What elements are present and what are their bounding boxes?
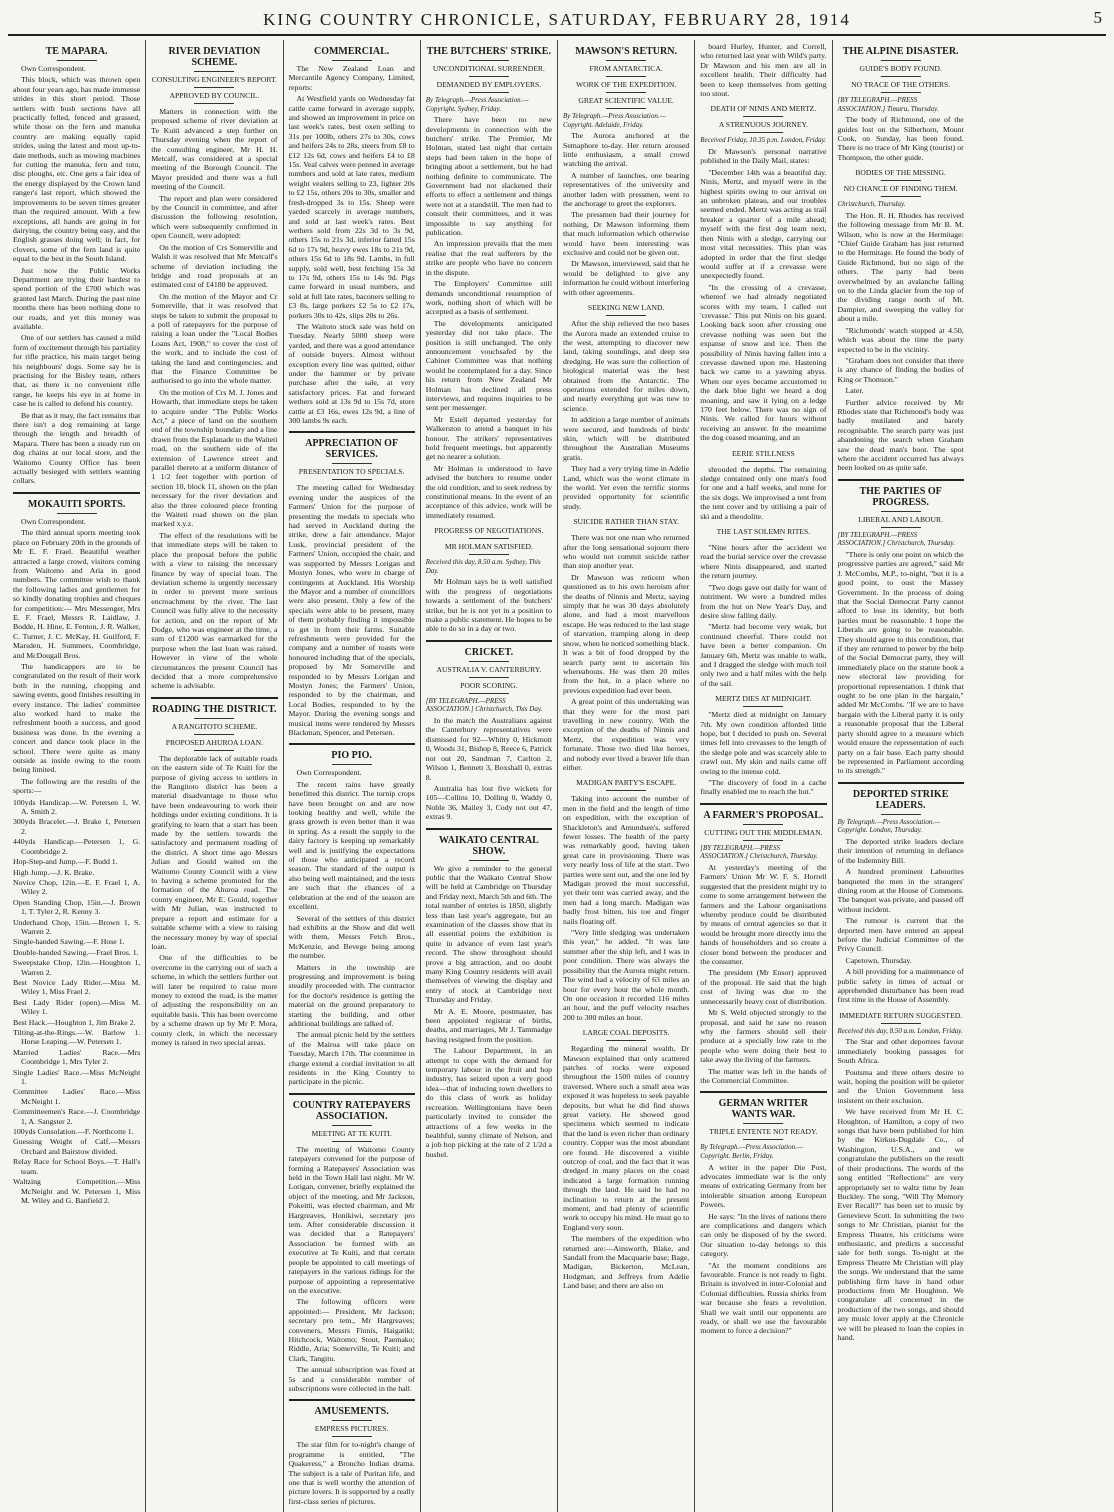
article-headline: THE BUTCHERS' STRIKE. [426,46,551,57]
article-paragraph: We have received from Mr H. C. Houghton, of Hamilton, a copy of two songs that have been published for him by the Kirkus-Dugdale Co., of Washington, U.S.A., and we congratulate the publishers on the result of their productions. The words of the song entitled "Reflections" are very appropriately set to waltz time by Jean Buckley. The song, "Will Thy Memory Ever Recall?" has been set to music by Genevieve Scott. In submitting the two songs to Mr Christian, pianist for the Empress Theatre, his criticisms were enthusiastic, and predicts a successful sale for both songs. To-night at the Empress Theatre Mr Christian will play the songs. We understand that the same publishing firm have in hand other productions from Mr Houghton. We congratulate all concerned in the production of the two songs, and should any music lover apply at the Chronicle we will be pleased to loan the copies in hand. [837,1107,964,1342]
article-subhead: GUIDE'S BODY FOUND. [859,64,942,73]
article-paragraph: Mr Holman is understood to have advised the butchers to resume under the old condition, and to seek redress by constitutional means. In the event of an acceptance of this advice, work will be immediately resumed. [425,463,552,520]
article [289,1100,415,1394]
article-paragraph: The star film for to-night's change of programme is entitled, "The Quakeress," a Broncho Indian drama. The subject is a tale of Puritan life, and one that is well worthy the attention of picture lovers. It is supported by a really first-class series of pictures. [288,1440,415,1506]
article [563,303,689,511]
article-dateline: By Telegraph.—Press Association.—Copyright. Adelaide, Friday. [563,112,666,129]
article-headline: CRICKET. [464,646,514,658]
subhead-rule [881,92,921,93]
article [289,1406,415,1506]
article-headline: THE ALPINE DISASTER. [842,46,959,57]
article-paragraph: One of the difficulties to be overcome in the carrying out of such a scheme, in which the settlers further out will later be required to raise more money to extend the road, is the matter of adjusting the responsibility on an equitable basis. This has been overcome by a scheme drawn up by Mr P. Mora, county clerk, in which the necessary money is raised in two special areas. [151,953,278,1047]
column-6 [694,40,831,1512]
article-paragraph: Taking into account the number of men in the field and the length of time on expedition, with the exception of Shackleton's and Amundsen's, suffered fewer losses. The health of the party was remarkably good, having taken great care in provisioning. There was very nearly loss of life at the start. Two parties were sent out, and the one led by Madigan proved the most successful, yet their tent was carried away, and the men had a long march. Madigan was badly frost bitten, his toe and finger nails floating off. [563,794,690,926]
results-list [13,798,140,1206]
article-paragraph: A great point of this undertaking was that they were for the most part travelling in new country. With the exception of the deaths of Ninnis and Mertz, the expedition was very fortunate. Those two died like heroes, and nobody ever lived a braver life than either. [563,697,690,772]
article-headline: WAIKATO CENTRAL SHOW. [438,834,539,857]
column-4 [420,40,557,1512]
headline-rule [57,513,97,514]
article-paragraph: "Nine hours after the accident we read the burial service over the crevasse where Ninis disappeared, and started the return journey. [700,543,827,581]
result-line: Best Novice Lady Rider.—Miss M. Wiley 1, Miss Frael 2. [13,977,141,997]
article-separator [426,828,552,830]
article [289,438,415,737]
article-separator [700,1091,826,1093]
article-paragraph: Mr A. E. Moore, postmaster, has been appointed registrar of births, deaths, and marriages, Mr J. Tammadge having resigned from the position. [425,1006,552,1044]
article-subhead: FROM ANTARCTICA. [589,64,663,73]
article [838,486,964,776]
subhead-rule [743,840,783,841]
article [838,46,964,162]
article-paragraph: Further advice received by Mr Rhodes state that Richmond's body was badly mutilated and barely recognisable. The search party was just abandoning the search when Graham saw the dead man's boot. The spot where the accident occurred has always been looked on as quite safe. [837,397,964,473]
article-paragraph: Matters in the township are progressing and improvement is being steadily proceeded with. The contractor for the doctor's residence is getting the material on the ground preparatory to starting the building, and other additional buildings are talked of. [288,962,415,1028]
article-headline: AMUSEMENTS. [314,1406,389,1418]
article-headline: COMMERCIAL. [313,46,390,57]
article-dateline: Christchurch, Thursday. [837,200,906,209]
article-paragraph: "Mertz died at midnight on January 7th. My own condition afforded little hope, but I decided to push on. Several times fell into crevasses to the length of the sledge pole and was scarcely able to crawl out. My skin and nails came off owing to the intense cold. [700,710,827,776]
article-subhead: GREAT SCIENTIFIC VALUE. [578,96,674,105]
article-subhead: EERIE STILLNESS [732,448,795,458]
subhead-rule [743,706,783,707]
article-separator [700,803,826,805]
article [838,1011,964,1343]
article-headline: PIO PIO. [331,750,372,762]
article-paragraph: The recent rains have greatly benefitted this district. The turnip crops have been brought on and are now looking healthy and well, while the grass growth is even better than it was in spring. As a result the supply to the dairy factory is keeping up remarkably well and is justifying the expectations of those who anticipated a record season. The standard of the output is also being well maintained, and the tests are such that the chances of a celebration at the end of the season are excellent. [288,779,415,912]
article-subhead: PROPOSED AHUROA LOAN. [165,737,263,747]
result-line: Double-handed Sawing.—Frael Bros. 1. [13,947,139,957]
subhead-rule [743,461,783,462]
subhead-rule [194,103,234,104]
article-paragraph: A bill providing for a maintenance of public safety in times of actual or apprehended disturbance has been read first time in the House of Assembly. [837,967,964,1005]
article-paragraph: He says: "In the lives of nations there are complications and dangers which can only be disposed of by the sword. Our situation to-day belongs to this category. [700,1211,827,1259]
article-headline: GERMAN WRITER WANTS WAR. [718,1098,809,1121]
article-subhead: A STRENUOUS JOURNEY. [718,120,808,130]
article-headline: MOKAUITI SPORTS. [27,498,126,510]
article-separator [838,479,964,481]
article-paragraph: The annual subscription was fixed at 5s and a considerable number of subscriptions were collected in the hall. [288,1365,415,1393]
result-line: Best Hack.—Houghton 1, Jim Brake 2. [13,1017,136,1027]
headline-rule [332,1420,372,1421]
subhead-rule [881,180,921,181]
article-separator [151,697,277,699]
article-dateline: By Telegraph.—Press Association.—Copyright. Berlin, Friday. [700,1143,804,1160]
headline-rule [332,764,372,765]
article-subhead: WORK OF THE EXPEDITION. [575,80,677,89]
article-paragraph: The meeting of Waitomo County ratepayers convened for the purpose of forming a Ratepayers' Association was held in the Town Hall last night. Mr W. Lorigan, convener, briefly explained the object of the meeting, and Mr Jackson, Pokeitti, was elected chairman, and Mr Hargreaves, Honikiwi, secretary pro tem. After considerable discussion it was decided that a Ratepayers' Association be formed with an executive at Te Kuiti, and that certain people be appointed to call meetings of ratepayers in the various ridings for the purpose of appointing a representative on the executive. [288,1144,415,1295]
article-paragraph: The Hon. R. H. Rhodes has received the following message from Mr B. M. Wilson, who is now at the Hermitage: "Chief Guide Graham has just returned to the Hermitage. He found the body of Guide Richmond, but no sign of the others. The party had been overwhelmed by an avalanche falling on to the Linda glacier from the top of the dividing range north of Mt. Dampier, and sweeping the valley for about a mile. [837,210,964,324]
article-paragraph: Australia has lost five wickets for 105—Collins 10, Dolling 0, Waddy 0, Noble 36, Mailey 3, Cody not out 47, extras 9. [425,783,552,822]
article-paragraph: board Hurley, Hunter, and Correll, who returned last year with Wild's party. Dr Mawson and his men are all in excellent health. Their difficulty had been to keep themselves from getting too stout. [700,42,827,99]
article-subhead: LARGE COAL DEPOSITS. [582,1028,670,1038]
subhead-rule [743,116,783,117]
article-paragraph: "December 14th was a beautiful day. Ninis, Mertz, and myself were in the highest spirits owing to our arrival on an unbroken plateau, and our troubles seemed ended. Mertz was acting as trail breaker a quarter of a mile ahead; myself with the first dog team next, then Ninis with a sledge, carrying our most vital necessities. This plan was adopted in order that the first sledge would suffer at if a crevasse were unexpectedly found. [700,167,827,281]
article-paragraph: The third annual sports meeting took place on February 20th in the grounds of Mr E. F. Frael. Beautiful weather attracted a large crowd, visitors coming from Waitomo and Aria in good numbers. The committee wish to thank the following ladies and gentlemen for so kindly donating trophies and cheques for competition:— Mrs Messenger, Mrs E. F. Frael, Messrs R. Laidlaw, J. Bodde, H. Hine, E. Fenton, J. R. Walker, C. Turner, J. C. McKay, H. Guilford, F. Marsden, H. Summers, Coombridge, and McDougall Bros. [13,528,141,660]
article-paragraph: At yesterday's meeting of the Farmers' Union Mr W. F. S. Horrell suggested that the president might try to come to some arrangement between the farmers and the Labour organisations whereby produce could be distributed by means of central agencies so that it would be brought more directly into the hands of householders and so create a closer bond between the producer and the consumer. [700,863,827,967]
subhead-rule [194,750,234,751]
article-paragraph: "Two dogs gave out daily for want of nutriment. We were a hundred miles from the hut on New Year's Day, and desire slow falling daily. [700,582,827,620]
article-subhead: NO TRACE OF THE OTHERS. [851,80,951,89]
article [700,810,826,1086]
article-paragraph: There was not one man who returned after the long sensational sojourn there who would not commit suicide rather than stop another year. [563,533,690,571]
headline-rule [57,60,97,61]
article-paragraph: The handicappers are to be congratulated on the result of their work both in the running, chopping and sawing events, good finishes resulting in every instance. The ladies' committee also worked hard to make the refreshment booth a success, and good business was done. In the evening a concert and dance took place in the school. There were quite as many outside as inside owing to the room being limited. [13,661,141,775]
column-2 [145,40,282,1512]
article-paragraph: This block, which was thrown open about four years ago, has made immense strides in this short period. Those settlers with bush sections have all practically felled, fenced and grassed, while those on the fern and manuka country are making equally rapid strides, using the latest and most up-to-date methods, such as mowing machines for cutting the manuka, fern and tutu, disc ploughs, etc. One gets a fair idea of the energy displayed by the Crown land ranger's last report, which showed the improvements to be seven times greater than the required amount. With a few exceptions, all hands are going in for dairying, the country being easy, and the English grasses doing well; in fact, for clovers, some of the fern land is quite equal to the best in the South Island. [13,75,141,264]
result-line: Open Standing Chop, 15in.—J. Brown 1, T. Tyler 2, R. Kenny 3. [13,897,141,917]
article-paragraph: A hundred prominent Labourites banqueted the men in the strangers' dining room at the House of Commons. The banquet was private, and passed off without incident. [837,867,964,914]
masthead [8,6,1106,36]
article-paragraph: There have been no new developments in connection with the butchers' strike. The Premier, Mr Holman, stated last night that certain steps had been taken in the hope of bringing about a settlement, but he had nothing definite to communicate. The Government had not slackened their efforts to effect a settlement and things were not at a standstill. The men had to consult their committees, and it was impossible to say anything for publication. [425,115,552,238]
article-dateline: [BY TELEGRAPH.—PRESS ASSOCIATION.] Christchurch, Thursday. [837,530,956,548]
article-paragraph: A writer in the paper Die Post, advocates immediate war is the only means of extricating Germany from her intolerable situation among European Powers. [700,1162,827,1210]
results-title: The following are the results of the sports:— [13,776,141,796]
article-headline: COUNTRY RATEPAYERS ASSOCIATION. [292,1099,411,1122]
article-headline: RIVER DEVIATION SCHEME. [168,46,261,68]
article [426,46,552,520]
subhead-rule [881,196,921,197]
article-subhead: UNCONDITIONAL SURRENDER. [432,64,545,73]
article-paragraph: We give a reminder to the general public that the Waikato Central Show will be held at Cambridge on Thursday and Friday next, March 5th and 6th. The total number of entries is 1850, slightly less than last year's aggregate, but an examination of the classes show that in all essential points the exhibition is quite in advance of even last year's record. The show throughout should prove a big attraction, and no doubt many King Country residents will avail themselves of viewing the display and entry of stock at Cambridge next Thursday and Friday. [425,863,552,1005]
article-paragraph: On the motion of the Mayor and Cr Somerville, that it was resolved that steps be taken to submit the proposal to a poll of ratepayers for the purpose of raising a loan under the "Local Bodies Loans Act, 1908," to cover the cost of the work, and to include the cost of taking the land and contingencies, and that the Finance Committee be authorised to go into the whole matter. [151,291,278,386]
article [700,694,826,797]
article [700,449,826,521]
result-line: Guessing Weight of Calf.—Messrs Orchard and Bairstow divided. [13,1137,141,1156]
article-paragraph: The developments anticipated yesterday did not take place. The position is still unchanged. The only announcement vouchsafed by the Cabinet Committee was that nothing would be contemplated for a day. Since his return from New Zealand Mr Holman has declined all press interviews, and requires inquiries to be sent per messenger. [425,318,552,413]
masthead-title: KING COUNTRY CHRONICLE, SATURDAY, FEBRUARY 28, 1914 [263,10,851,29]
article-paragraph: The meeting called for Wednesday evening under the auspices of the Farmers' Union for the purpose of presenting the medals to specials who had served in Auckland during the strike, drew a fair attendance. Major Lusk, provincial president of the Farmers' Union, occupied the chair, and was supported by Messrs Lorigan and Mostyn Jones, who were in charge of contingents at Auckland. His Worship the Mayor and a number of councillors were also present. Only a few of the specials were able to be present, many of them probably finding it impossible to get in from their farms. Suitable refreshments were provided for the company and a number of toasts were honoured including that of the specials, proposed by Mr Somerville and responded to by Messrs Lorigan and Mostyn Jones; the Farmers' Union, responded to by the chairman, and Local Bodies, responded to by the Mayor. During the evening songs and musical items were rendered by Messrs Blackman, Spencer, and Petersen. [288,483,415,737]
article-separator [289,743,415,745]
article-subhead: AUSTRALIA V. CANTERBURY. [436,664,542,674]
article-paragraph: "There is only one point on which the progressive parties are agreed," said Mr J. McCombs, M.P., to-night, "but it is a good point, to oust the Massey Government. In the process of doing that the Social Democrat Party cannot afford to lose its identity, but both parties must be reasonable. I hope the Liberals are going to be reasonable. They should agree to this condition, that if they are returned to power by the help of the Social Democrat party, they will immediately place on the statute book a new electoral law providing for proportional representation. I think that ought to be one plan in the bargain," added Mr McCombs. "If we are to have bargain with the Liberal party it is only a reasonable proposal that the Liberal party should agree to a measure which would ensure the representation of each party on a fair base. Each party should be represented in Parliament according to its strength." [837,549,964,776]
article-subhead: SEEKING NEW LAND. [587,303,665,313]
article-paragraph: In the match the Australians against the Canterbury representatives were dismissed for 92—Whitty 0, Hickmott 0, Woods 31, Bishop 8, Reece 6, Patrick not out 20, Sandman 7, Carlton 2, Wilson 1, Bennett 3, Boxshall 0, extras 8. [425,716,552,782]
subhead-rule [469,538,509,539]
article-paragraph: The annual picnic held by the settlers of the Mairoa will take place on Tuesday, March 17th. The committee in charge extend a cordial invitation to all residents in the King Country to participate in the picnic. [288,1030,415,1087]
article-paragraph: On the motion of Crs Somerville and Walsh it was resolved that Mr Metcalf's scheme of deviation including the bridge and road proposals at an estimated cost of £4180 be approved. [151,242,278,290]
article-headline: APPRECIATION OF SERVICES. [305,438,399,461]
article-dateline: [BY TELEGRAPH.—PRESS ASSOCIATION.] Timaru, Thursday. [837,96,939,113]
article-paragraph: Several of the settlers of this district had exhibits at the Show and did well with them, Messrs Fetch Bros., McKenzie, and Bevege being among the number. [288,913,415,961]
article-headline: A FARMER'S PROPOSAL. [703,809,824,821]
article-headline: TE MAPARA. [45,46,108,57]
result-line: Novice Chop, 12in.—E. F. Frael 1, A. Wiley 2. [13,877,141,897]
result-line: 440yds Handicap.—Petersen 1, G. Coombridge 2. [13,837,141,856]
article-paragraph: The Labour Department, in an attempt to cope with the demand for temporary labour in the fruit and hop industry, has seized upon a very good idea—that of inducing town dwellers to do this class of work as holiday recreation. Wellingtonians have been particularly invited to consider the attractions of a few weeks in the healthful, sunny climate of Nelson, and a job hop picking at the rate of 2 1/2d a bushel. [425,1046,552,1159]
article [838,168,964,473]
article [151,46,277,691]
article-paragraph: Just now the Public Works Department are trying their hardest to spend portion of the £700 which was granted last March. During the past nine months there has been nothing done to our roads, and yet this money was available. [13,265,141,331]
article-dateline: [BY TELEGRAPH.—PRESS ASSOCIATION.] Christchurch, Thursday. [700,843,818,861]
article [563,517,689,772]
subhead-rule [606,108,646,109]
result-line: Committee Ladies' Race.—Miss McNeight 1. [13,1087,141,1106]
article-paragraph: The New Zealand Loan and Mercantile Agency Company, Limited, reports: [288,64,415,92]
article-paragraph: "At the moment conditions are favourable. France is not ready to fight. Britain is involved in inter-Colonial and Colonial difficulties. Russia shirks from war because she fears a revolution. Shall we wait until our opponents are ready, or shall we use the favourable moment to force a decision?" [700,1260,827,1336]
subhead-rule [469,693,509,694]
subhead-rule [332,479,372,480]
article-paragraph: The Waitoto stock sale was held on Tuesday. Nearly 5000 sheep were yarded, and there was a good attendance of outside buyers. Almost without exception every line was quitted, either under the hammer or by private purchase after the sale, at very satisfactory prices. Fat and forward wethers sold at 13s 9d to 15s 7d, store cattle at £3 16s, ewes 12s 9d, a line of 300 lambs 9s each. [288,321,415,426]
subhead-rule [332,1141,372,1142]
article-paragraph: Dr Mawson's personal narrative published in the Daily Mail, states: [700,147,827,166]
article-paragraph: "The discovery of food in a cache finally enabled me to reach the hut." [700,778,827,797]
article-dateline: By Telegraph.—Press Association.—Copyright. London, Thursday. [837,817,941,835]
headline-rule [469,60,509,61]
article-paragraph: Later. [845,386,864,396]
subhead-rule [881,76,921,77]
result-line: Committeemen's Race.—J. Coombridge 1, A. Sangster 2. [13,1107,141,1126]
subhead-rule [469,76,509,77]
article-paragraph: The matter was left in the hands of the Commercial Committee. [700,1066,827,1085]
article-paragraph: The following officers were appointed:— President, Mr Jackson; secretary pro tem., Mr Hargreaves; conveners, Messrs Finnis, Haigatiki; Hitchcock, Waitomo; Stout, Paemako; Riddle, Aria; Somerville, Te Kuiti; and Clark, Tangitu. [288,1297,415,1363]
article-dateline: Received Friday, 10.35 p.m. London, Friday. [700,136,827,145]
article [700,42,826,98]
article-paragraph: The pressmen had their journey for nothing, Dr Mawson informing them that much information which otherwise would have been interesting was exclusive and could not be given out. [563,210,690,258]
headline-rule [469,860,509,861]
headline-rule [332,463,372,464]
subhead-rule [743,132,783,133]
article-subhead: APPROVED BY COUNCIL. [169,91,260,100]
subhead-rule [606,529,646,530]
article-paragraph: The Employers' Committee still demands unconditional resumption of work, nothing short of which will be accepted as a basis of settlement. [425,279,552,317]
article-paragraph: The body of Richmond, one of the guides lost on the Silberhorn, Mount Cook, on Sunday, has been found. There is no trace of Mr King (tourist) or Thompson, the other guide. [837,115,964,162]
article-paragraph: After the ship relieved the two bases the Aurora made an extended cruise to the west, attempting to discover new land, taking soundings, and deep sea dredging. He was sure the collection of biological material was the best obtained from the Antarctic. The operations extended for miles down, and nearly everything got was new to science. [563,319,690,413]
article-subhead: SUICIDE RATHER THAN STAY. [573,517,679,527]
article-paragraph: In addition a large number of animals were secured, and hundreds of birds' skin, which will be distributed throughout the Australian Museums gratis. [563,415,690,462]
article-subhead: DEATH OF NINIS AND MERTZ. [710,104,817,114]
article-subhead: NO CHANCE OF FINDING THEM. [843,184,958,194]
article-paragraph: Capetown, Thursday. [845,955,912,965]
article-paragraph: Matters in connection with the proposed scheme of river deviation at Te Kuiti advanced a step further on Thursday evening when the report of the consulting engineer, Mr H. H. Metcalf, was considered at a special meeting of the Borough Council. The Mayor presided and there was a full meeting of the Council. [151,107,278,192]
subhead-rule [194,734,234,735]
article-paragraph: "Graham does not consider that there is any chance of finding the bodies of King or Thomson." [837,355,964,384]
article-paragraph: On the motion of Crs M. J. Jones and Howarth, that immediate steps be taken to acquire under "The Public Works Act," a piece of land on the southern end of the township boundary and a line drawn from the Esplanade to the Waiteti road, on the southern side of the extension of Lawrence street and parallel thereto at a uniform distance of 1 1/2 feet together with portion of section 10, block 11, shown on the plan necessary for the river deviation and also the three coloured piece fronting the Waiteti road shown on the plan marked x.y.z. [151,387,278,529]
article-subhead: IMMEDIATE RETURN SUGGESTED. [839,1010,963,1020]
headline-rule [743,1123,783,1124]
article-subhead: A RANGITOTO SCHEME. [171,721,258,731]
article-dateline: [BY TELEGRAPH.—PRESS ASSOCIATION.] Christchurch, This Day. [425,696,543,714]
article [13,499,140,1205]
article-paragraph: Dr Mawson, interviewed, said that he would be delighted to give any information he could without interfering with other agreements. [563,259,690,297]
result-line: 300yds Bracelet.—J. Brake 1, Petersen 2. [13,817,141,836]
headline-rule [606,60,646,61]
article-paragraph: Regarding the mineral wealth, Dr Mawson explained that only scattered patches of rocks were exposed throughout the 1500 miles of country traversed. Where such a small area was exposed it was hopeless to seek payable deposits, but what he did find shows great variety. He showed good specimens which seemed to indicate that the land is even richer than ordinary country. Copper was the most abundant ore found. He discovered a visible outcrop of coal, and the fact that it was dredged in many places on the coast indicated a large formation running through the land. He said he had no inclination to return at the present moment, and had plenty of scientific work to occupy his mind. He must go to England very soon. [563,1044,690,1232]
headline-rule [881,60,921,61]
headline-rule [194,718,234,719]
article-paragraph: A number of launches, one bearing representatives of the university and another laden with pressmen, went to the anchorage to greet the explorers. [563,170,690,209]
article-paragraph: The deported strike leaders declare their intention of returning in defiance of the Indemnity Bill. [837,836,964,865]
article-separator [13,492,140,494]
result-line: Underhand Chop, 15in.—Brown 1, S. Warren 2. [13,917,141,936]
result-line: Best Lady Rider (open).—Miss M. Wiley 1. [13,997,141,1017]
article-separator [289,431,415,433]
result-line: Hop-Step-and Jump.—F. Budd 1. [13,857,118,867]
article-paragraph: An impression prevails that the men realise that the real sufferers by the strike are people who have no concern in the dispute. [425,239,552,277]
article [563,1028,689,1291]
article [700,1098,826,1336]
subhead-rule [606,1040,646,1041]
article [563,778,689,1022]
article-paragraph: Mr S. Weld objected strongly to the proposal, and said he saw no reason why the farmers should sell their produce at a specially low rate to the people who were doing their best to take away the living of the farmers. [700,1008,827,1065]
subhead-rule [606,92,646,93]
article-paragraph: The effect of the resolutions will be that immediate steps will be taken to place the proposal before the public with a view to raising the necessary finance by way of special loan. The deviation scheme is urgently necessary in order to prevent more serious encroachment by the river. The last Council was fully alive to the necessity for action, and on the report of Mr Dodge, who was engineer at the time, a sum of £1200 was earmarked for the purpose when the last loan was raised. However in view of the whole circumstances the present Council has decided that a more comprehensive scheme is advisable. [151,530,278,691]
article-headline: MAWSON'S RETURN. [575,46,677,57]
article-subhead: MEETING AT TE KUITI. [311,1128,392,1138]
article-subhead: POOR SCORING. [460,680,518,690]
article-paragraph: At Westfield yards on Wednesday fat cattle came forward in average supply, and showed an improvement in price on last week's rates, best oxen selling to 31s per 100lb, others 27s to 30s, cows and heifers 24s to 28s, steers from £8 to £12 12s 6d, cows and heifers £4 to £8 15s. Veal calves were penned in average numbers and sold at late rates, medium weight vealers selling to 23, lighter 20s to £2 15s, others 20s to 30s, smaller and fresh-dropped 3s to 15s. Sheep were yarded scarcely in average numbers, and sold at last week's rates. Best wethers sold from 22s 3d to 3s 9d, others 15s to 21s 3d, inferior fatted 15s 6d to 17s 9d, heavy ewes 18s to 21s 9d, others 15s 6d to 18s 9d. Lambs, in full supply, sold well, best fetching 15s 3d to 17s 9d, others 15s to 14s 9d. Pigs came forward in usual numbers, and sold at full late rates, baconers selling to £3 8s, large porkers £2 5s to £2 17s, porkers 30s to 42s, slips 20s to 26s. [288,94,415,320]
result-line: Relay Race for School Boys.—T. Hall's team. [13,1157,141,1176]
article [426,835,552,1160]
article-paragraph: "Richmonds' watch stopped at 4.50, which was about the time the party expected to be in the vicinity. [837,325,964,354]
subhead-rule [332,1436,372,1437]
article [700,527,826,688]
article-paragraph: They had a very trying time in Adelie Land, which was the worst climate in the world. Yet even the terrific storms provided opportunity for scientific study. [563,464,690,511]
article-paragraph: Be that as it may, the fact remains that there isn't a dog remaining at large through the length and breadth of Mapara. There has been a steady run on dog chains at our local store, and the Waitomo County Office has been actually besieged with settlers wanting collars. [13,410,141,486]
article-paragraph: The deplorable lack of suitable roads on the eastern side of Te Kuiti for the purpose of giving access to settlers in the Rangitoto district has been a material disadvantage to those who have been endeavouring to work their holdings under existing conditions. It is gratifying to learn that a start has been made by the settlers towards the satisfactory and permanent roading of the district. A short time ago Messrs Julian and Gould waited on the Waitomo County Council with a view to having a scheme promoted for the formation of the Ahuroa road. The county engineer, Mr E. Gould, together with Mr Julian, was instructed to prepare a report and estimate for a suitable scheme with a view to raising the necessary money by way of special loan. [151,753,278,951]
page-number: 5 [1093,8,1102,27]
article-subhead: MADIGAN PARTY'S ESCAPE. [576,778,677,788]
headline-rule [881,511,921,512]
headline-rule [194,71,234,72]
article-dateline: By Telegraph.—Press Association.—Copyright. Sydney, Friday. [425,96,529,113]
headline-rule [881,814,921,815]
article-paragraph: Poutsma and three others desire to wait, hoping the position will be quieter and the Union Government less insistent on their exclusion. [837,1067,964,1105]
article-paragraph: Dr Mawson was reticent when questioned as to his own heroism after the deaths of Ninnis and Mertz, saying simply that he was 30 days absolutely alone, and had a most marvellous escape. He was reduced to the last stage of starvation, tramping along in deep snow, when he noticed something black. It was a bit of food dropped by the search party sent to ascertain his whereabouts. He was then 20 miles from the hut, in a place where no previous expedition had ever been. [563,572,690,695]
article-subhead: TRIPLE ENTENTE NOT READY. [709,1127,818,1137]
article-subhead: CUTTING OUT THE MIDDLEMAN. [704,827,823,837]
article-dateline: Received this day, 8.50 a.m. Sydney, This Day. [425,558,541,575]
subhead-rule [743,1139,783,1140]
article [151,704,277,1048]
article-headline: THE PARTIES OF PROGRESS. [859,485,942,508]
article-paragraph: The Star and other deportees favour immediately booking passages for South Africa. [837,1037,964,1066]
article-paragraph: The rumour is current that the deported men have entered an appeal before the Judicial Committee of the Privy Council. [837,916,964,954]
subhead-rule [743,539,783,540]
article-subhead: PRESENTATION TO SPECIALS. [298,467,405,477]
column-1 [8,40,145,1512]
article-subhead: EMPRESS PICTURES. [314,1424,389,1434]
article-paragraph: Mr Estell departed yesterday for Walkerston to attend a banquet in his honour. The strikers' representatives hold frequent meetings, but apparently get no nearer a solution. [425,414,552,462]
article-subhead: BODIES OF THE MISSING. [855,168,946,178]
article-subhead: THE LAST SOLEMN RITES. [716,527,811,537]
article-dateline: Received this day, 8.50 a.m. London, Friday. [837,1026,963,1035]
article-separator [289,1093,415,1095]
article-paragraph: One of our settlers has caused a mild form of excitement through his partiality for rifle practice, his main target being his neighbours' dogs. Some say he is practising for the Bisley team, others that, as there is no convenient rifle range, he keeps his eye in at home in case he is called to defend his country. [13,333,141,409]
headline-rule [743,824,783,825]
column-5 [557,40,694,1512]
column-3 [283,40,420,1512]
columns [8,40,1106,1506]
article-subhead: PROGRESS OF NEGOTIATIONS. [434,526,544,536]
result-line: Single Ladies' Race.—Miss McNeight 1. [13,1067,141,1087]
article [426,526,552,634]
result-line: Waltzing Competition.—Miss McNeight and W. Petersen 1, Miss M. Wiley and G. Banfield 2. [13,1177,141,1205]
article-paragraph: "Very little sledging was undertaken this year," he added. "It was late summer after the ship left, and I was in poor condition. There was always the possibility that the Aurora might return. The wind had a velocity of 63 miles an hour for every hour the whole month. On one occasion it recorded 116 miles an hour, and the puff velocity reaches 200 to 300 miles an hour. [563,928,690,1022]
article-headline: ROADING THE DISTRICT. [152,703,277,715]
article-subhead: MR HOLMAN SATISFIED. [444,542,533,552]
subhead-rule [469,554,509,555]
article-paragraph: The president (Mr Ensor) approved of the proposal. He said that the high cost of living was due to the unnecessarily heavy cost of distribution. [700,968,827,1006]
article-paragraph: Own Correspondent. [296,768,362,778]
result-line: 100yds Handicap.—W. Petersen 1, W. A. Smith 2. [13,797,141,817]
result-line: Single-handed Sawing.—F. Hose 1. [13,937,125,947]
article-paragraph: Own Correspondent. [21,516,86,526]
subhead-rule [606,790,646,791]
article [289,46,415,425]
subhead-rule [194,87,234,88]
subhead-rule [606,76,646,77]
article-separator [838,782,964,784]
result-line: High Jump.—J. K. Brake. [13,867,95,877]
article-paragraph: "Mertz had become very weak, but continued cheerful. There could not have been a better companion. On January 6th, Mertz was unable to walk, and I dragged the sledge with much toil only two and a half miles with the help of the sail. [700,622,827,688]
article-paragraph: "In the crossing of a crevasse, whereof we had already negotiated scores with my team, I called out 'crevasse.' This put Ninis on his guard. Looking back soon after crossing one crevasse nothing was seen but the expanse of snow and ice. Then the possibility of Ninis having fallen into a crevasse dawned upon me. Hastening back we came to a yawning abyss. When our eyes became accustomed to the dark blue light we heard a dog moaning, and saw it lying on a ledge 170 feet below. There was no sign of Ninis. We called for hours without receiving an answer. In the meantime the dog ceased moaning, and an [700,282,827,443]
column-7 [832,40,969,1512]
result-line: 100yds Consolation.—F. Northcotte 1. [13,1127,134,1137]
article [13,46,140,486]
headline-rule [469,661,509,662]
article-separator [426,640,552,642]
article-paragraph: The Aurora anchored at the Semaphore to-day. Her return aroused little enthusiasm, a small crowd watching the arrival. [563,131,690,169]
article-subhead: MERTZ DIES AT MIDNIGHT. [715,694,812,704]
subhead-rule [469,677,509,678]
article-paragraph: shrouded the depths. The remaining sledge contained only one man's food for one and a half weeks, and none for the six dogs. We improvised a tent from the tent cover and by utilising a pair of ski and a theodolite. [700,464,827,521]
result-line: Tilting-at-the-Rings.—W. Barlow 1. Horse Leaping.—W. Petersen 1. [13,1028,141,1047]
result-line: Sweepstake Chop, 12in.—Houghton 1, Warren 2. [13,958,141,977]
article [563,46,689,297]
subhead-rule [881,527,921,528]
article-paragraph: The members of the expedition who returned are:—Ainsworth, Blake, and Sandall from the Macquarie base; Bage, Madigan, Bickerton, McLean, Hodgman, and Jeffreys from Adelie Land base; and there are also on [563,1234,690,1291]
subhead-rule [881,1023,921,1024]
headline-rule [332,60,372,61]
article-paragraph: Mr Holman says he is well satisfied with the progress of negotiations towards a settlement of the butchers' strike, but he is not yet in a position to make a public statement. He hopes to be able to do so in a day or two. [425,577,552,634]
article-headline: DEPORTED STRIKE LEADERS. [852,788,949,811]
article-subhead: LIBERAL AND LABOUR. [858,514,943,524]
article-subhead: CONSULTING ENGINEER'S REPORT. [151,75,277,84]
subhead-rule [606,315,646,316]
article-separator [289,1399,415,1401]
article [426,647,552,822]
result-line: Married Ladies' Race.—Mrs Coombridge 1, Mrs Tyler 2. [13,1047,141,1067]
article [289,750,415,1086]
article-paragraph: Own Correspondent. [21,64,86,73]
article [838,789,964,1005]
subhead-rule [469,92,509,93]
article [700,104,826,442]
article-subhead: DEMANDED BY EMPLOYERS. [436,80,542,89]
headline-rule [332,1125,372,1126]
article-paragraph: The report and plan were considered by the Council in committee, and after discussion the following resolution, which were subsequently confirmed in open Council, were adopted: [151,193,278,241]
